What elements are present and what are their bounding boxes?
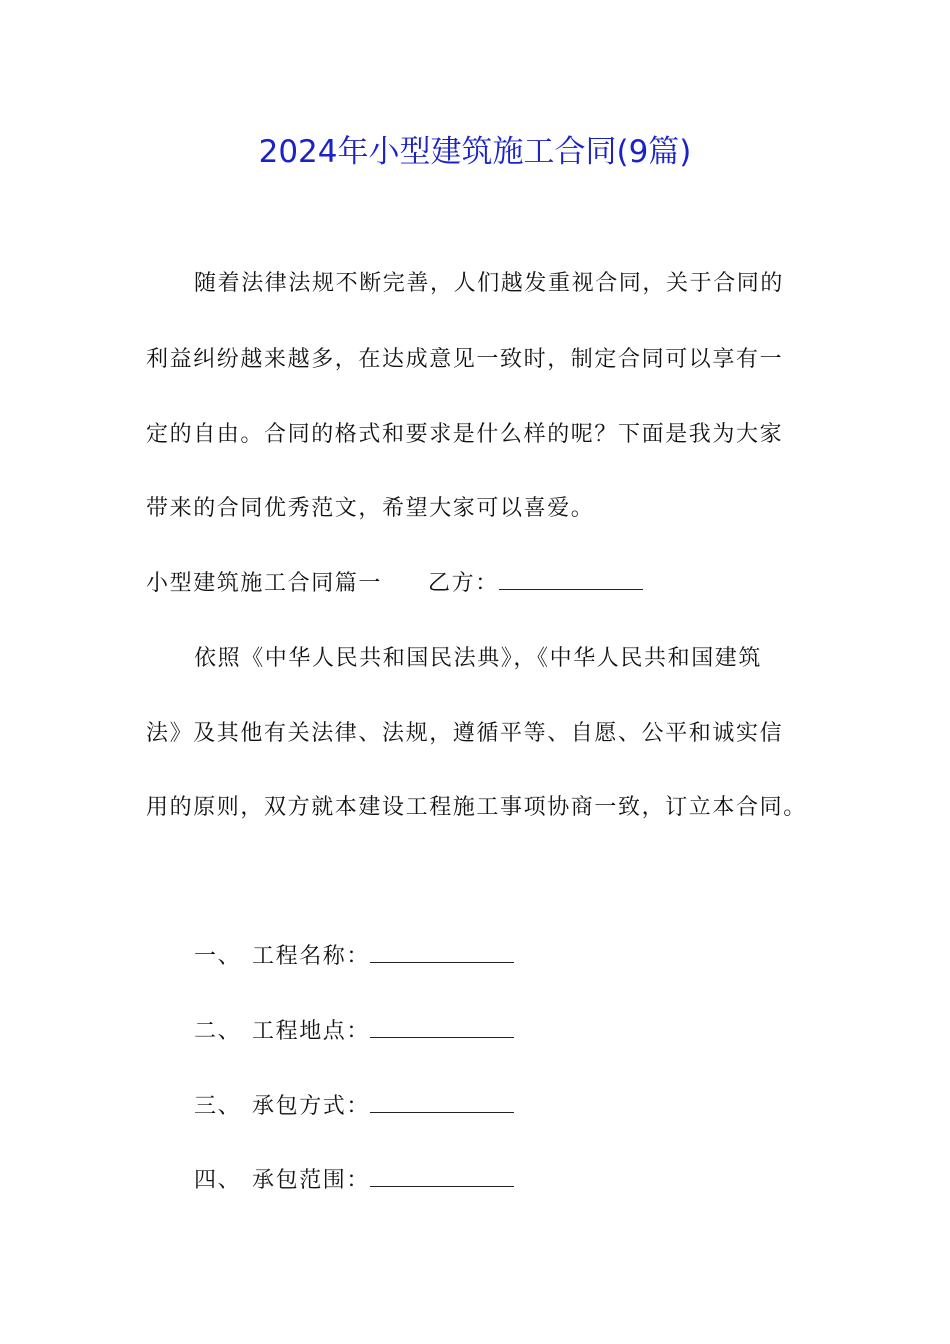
item-label: 工程名称： (252, 944, 371, 969)
item-blank (370, 1017, 514, 1038)
party-b-label: 乙方： (428, 571, 499, 596)
item-project-location (194, 1017, 514, 1047)
intro-line-2: 利益纠纷越来越多，在达成意见一致时，制定合同可以享有一 (146, 347, 784, 372)
intro-line-3: 定的自由。合同的格式和要求是什么样的呢？下面是我为大家 (146, 422, 784, 447)
item-label: 工程地点： (252, 1019, 371, 1044)
item-number: 三、 (194, 1094, 242, 1119)
item-label: 承包方式： (252, 1094, 371, 1119)
item-contract-scope (194, 1166, 514, 1196)
item-project-name (194, 942, 514, 972)
section-heading: 小型建筑施工合同篇一 (146, 571, 383, 596)
item-label: 承包范围： (252, 1168, 371, 1193)
item-blank (370, 1092, 514, 1113)
basis-line-3: 用的原则，双方就本建设工程施工事项协商一致，订立本合同。 (146, 795, 807, 820)
item-number: 一、 (194, 944, 242, 969)
basis-line-1: 依照《中华人民共和国民法典》，《中华人民共和国建筑 (194, 646, 763, 671)
item-contract-method (194, 1092, 514, 1122)
section-heading-row (146, 569, 643, 599)
party-b-blank (499, 569, 643, 590)
item-number: 四、 (194, 1168, 242, 1193)
item-blank (370, 1166, 514, 1187)
intro-line-1: 随着法律法规不断完善，人们越发重视合同，关于合同的 (194, 271, 785, 296)
item-number: 二、 (194, 1019, 242, 1044)
item-blank (370, 942, 514, 963)
basis-line-2: 法》及其他有关法律、法规，遵循平等、自愿、公平和诚实信 (146, 721, 784, 746)
document-title: 2024年小型建筑施工合同(9篇) (258, 134, 692, 170)
intro-line-4: 带来的合同优秀范文，希望大家可以喜爱。 (146, 496, 595, 521)
